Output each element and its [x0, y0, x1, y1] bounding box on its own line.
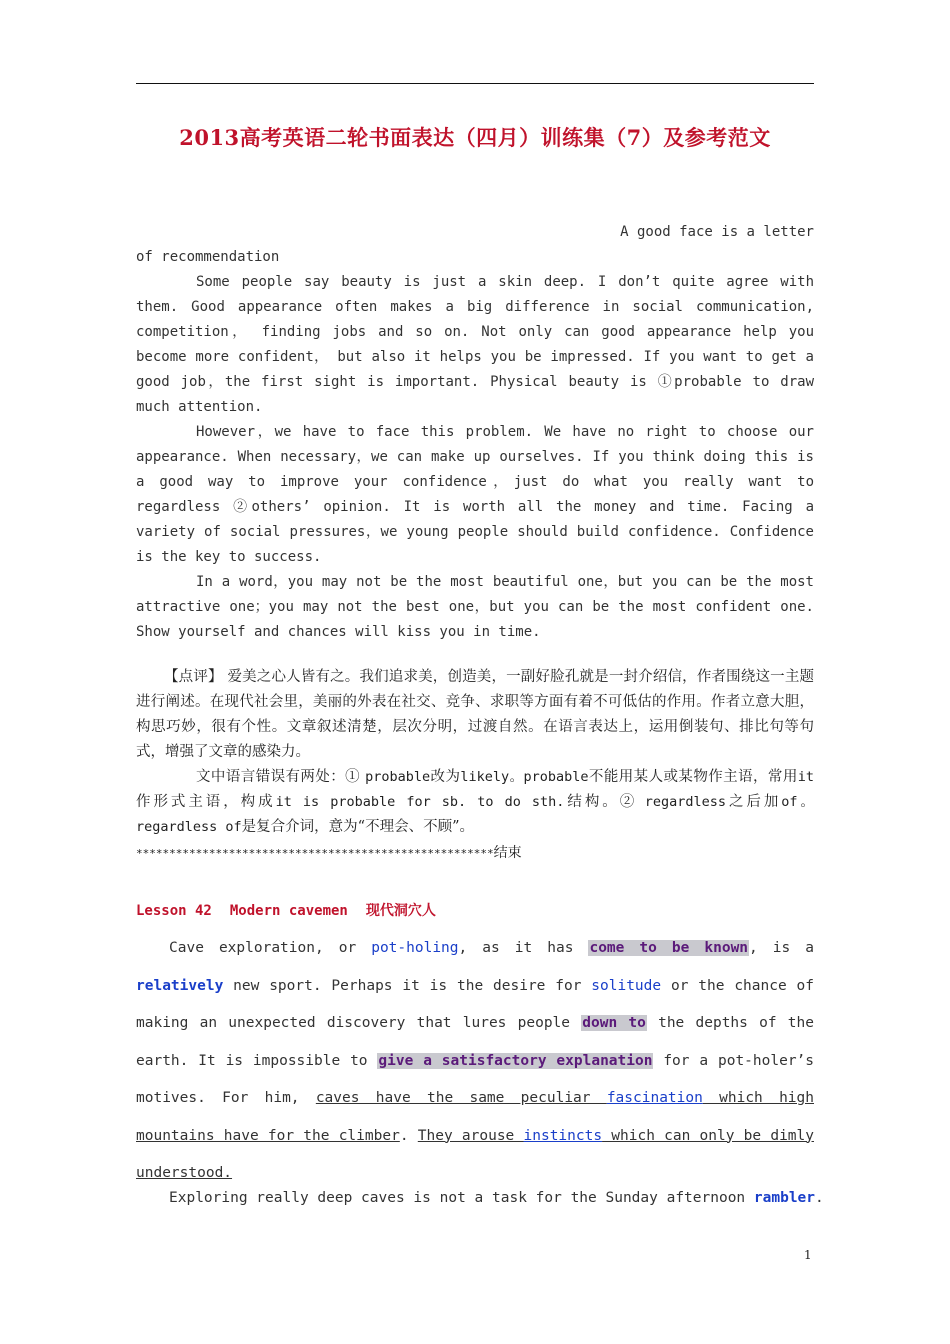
commentary — [136, 665, 814, 840]
underlined-text: which high mountains have for the climber — [136, 1090, 814, 1144]
text-seg: new sport. Perhaps it is the desire for — [223, 977, 592, 994]
comment-seg: 改为 — [430, 769, 461, 785]
end-label: 结束 — [493, 845, 522, 861]
text-seg: or the chance of making an unexpected discovery that lures people — [136, 977, 814, 1031]
comment-seg: 不能用某人或某物作主语，常用 — [588, 769, 798, 785]
keyword: relatively — [136, 977, 224, 994]
text-seg: . — [399, 1127, 418, 1144]
comment-paragraph-1 — [136, 665, 814, 765]
lesson-text — [136, 930, 814, 1193]
comment-seg: of。regardless of — [136, 794, 814, 835]
page-number: 1 — [804, 1248, 812, 1262]
keyword: instincts — [523, 1127, 603, 1144]
comment-paragraph-2 — [136, 765, 814, 840]
comment-seg: it is probable for sb. to do sth. — [275, 794, 565, 810]
separator-line — [136, 842, 816, 862]
lesson-title-en: Modern cavemen — [229, 903, 348, 919]
text-seg: the depths of the earth. It is impossible to — [136, 1015, 814, 1069]
lesson-paragraph-2 — [136, 1190, 824, 1206]
comment-seg: regardless — [644, 794, 726, 810]
lesson-number: Lesson 42 — [136, 903, 212, 919]
text-seg: . — [815, 1190, 824, 1206]
highlighted-phrase: down to — [582, 1015, 646, 1031]
underlined-text: They arouse — [417, 1127, 524, 1144]
lesson-heading — [136, 900, 454, 920]
essay-paragraph-1: Some people say beauty is just a skin deep. I don’t quite agree with them. Good appearance often makes a big difference in social communication, competition， finding jobs and so on. Not only can good appearance help you become more confident， but also it helps you be impressed. If you want to get a good job，the first sight is important. Physical beauty is ①probable to draw much attention. — [136, 274, 814, 415]
comment-seg: 之后加 — [726, 794, 782, 810]
keyword: fascination — [606, 1090, 703, 1106]
essay-title-line1: A good face is a letter — [620, 224, 814, 240]
keyword: pot-holing — [371, 940, 459, 956]
comment-seg: 结构。② — [564, 794, 645, 810]
highlighted-phrase: give a satisfactory explanation — [378, 1052, 653, 1069]
page-title: 2013高考英语二轮书面表达（四月）训练集（7）及参考范文 — [179, 125, 771, 150]
text-seg: , is a — [749, 940, 814, 956]
comment-seg: it — [797, 769, 815, 785]
header-rule — [136, 83, 814, 84]
lesson-title-zh: 现代洞穴人 — [365, 903, 436, 919]
essay-title-line2: of recommendation — [136, 249, 280, 265]
comment-seg: 文中语言错误有两处：① — [196, 769, 366, 785]
text-seg: Exploring really deep caves is not a task for the Sunday afternoon — [169, 1190, 754, 1206]
underlined-text: caves have the same peculiar — [315, 1090, 607, 1106]
underlined-text: which can only be dimly understood. — [136, 1127, 814, 1181]
highlighted-phrase: come to be known — [589, 940, 749, 956]
comment-seg: 是复合介词，意为“不理会、不顾”。 — [241, 819, 474, 835]
keyword: rambler — [753, 1190, 816, 1206]
text-seg: Cave exploration, or — [169, 940, 372, 956]
essay-paragraph-2: However，we have to face this problem. We have no right to choose our appearance. When necessary，we can make up ourselves. If you think doing this is a good way to improve your confidence，just do what you really want to regardless ②others’ opinion. It is worth all the money and time. Facing a variety of social pressures，we young people should build confidence. Confidence is the key to success. — [136, 424, 814, 565]
sample-essay — [136, 220, 814, 645]
keyword: solitude — [591, 977, 662, 994]
comment-seg: likely。probable — [460, 769, 589, 785]
comment-label: 【点评】 — [164, 669, 223, 685]
separator-stars: ****************************************************** — [136, 847, 494, 860]
essay-paragraph-3: In a word，you may not be the most beautiful one，but you can be the most attractive one；you may not the best one，but you can be the most confident one. Show yourself and chances will kiss you in time. — [136, 574, 814, 640]
comment-seg: probable — [365, 769, 431, 785]
text-seg: , as it has — [458, 940, 589, 956]
lesson-paragraph-1 — [136, 930, 814, 1193]
comment-text-1: 爱美之心人皆有之。我们追求美，创造美，一副好脸孔就是一封介绍信，作者围绕这一主题进行阐述。在现代社会里，美丽的外表在社交、竞争、求职等方面有着不可低估的作用。作者立意大胆，构思巧妙，很有个性。文章叙述清楚，层次分明，过渡自然。在语言表达上，运用倒装句、排比句等句式，增强了文章的感染力。 — [136, 669, 815, 760]
text-seg: for a pot-holer’s motives. For him, — [136, 1052, 815, 1106]
comment-seg: 作形式主语，构成 — [136, 794, 276, 810]
